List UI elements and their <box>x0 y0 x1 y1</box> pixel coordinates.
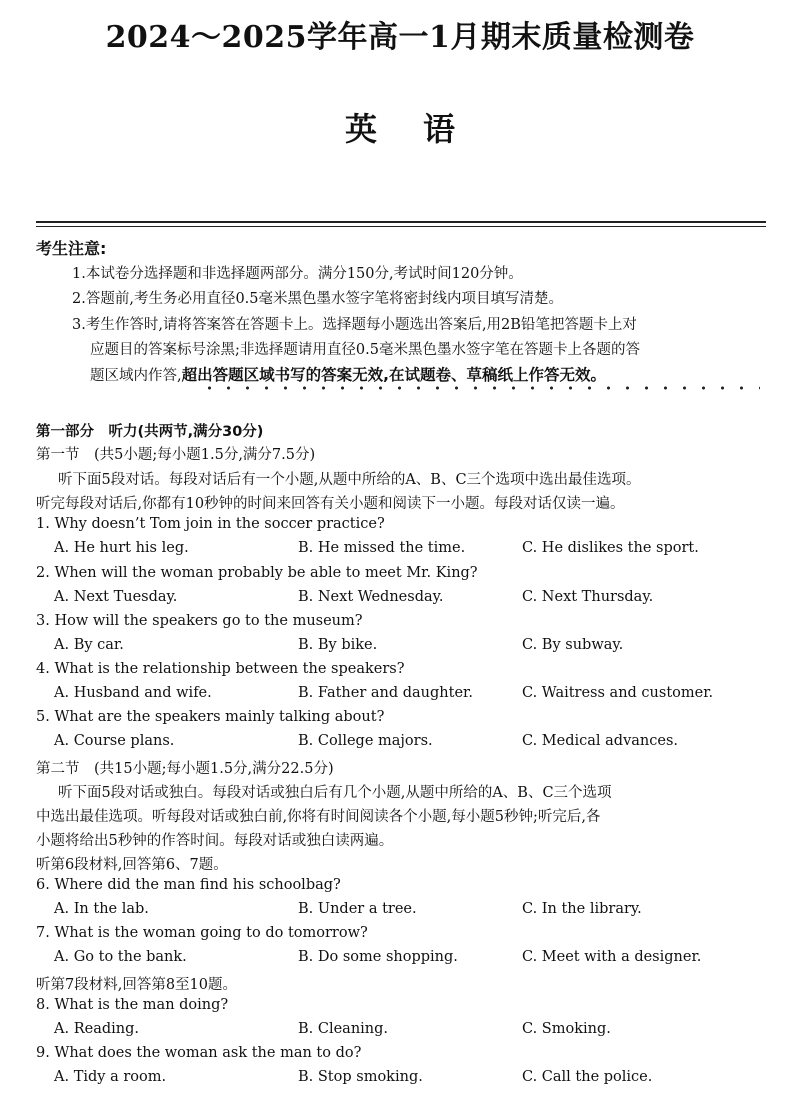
question-5-option-b: B. College majors. <box>298 733 433 749</box>
notice-item-2: 2.答题前,考生务必用直径0.5毫米黑色墨水签字笔将密封线内项目填写清楚。 <box>72 291 564 307</box>
material-6-instruction: 听第6段材料,回答第6、7题。 <box>36 857 228 873</box>
question-9-option-c: C. Call the police. <box>522 1069 653 1085</box>
question-7-option-c: C. Meet with a designer. <box>522 949 702 965</box>
section1-heading: 第一节 (共5小题;每小题1.5分,满分7.5分) <box>36 447 316 463</box>
question-1-option-a: A. He hurt his leg. <box>54 540 189 556</box>
question-3-option-b: B. By bike. <box>298 637 378 653</box>
question-7-stem: 7. What is the woman going to do tomorrow? <box>36 925 368 941</box>
divider-thick <box>36 221 766 223</box>
section2-instruction-line-1: 听下面5段对话或独白。每段对话或独白后有几个小题,从题中所给的A、B、C三个选项 <box>58 785 612 801</box>
question-5-stem: 5. What are the speakers mainly talking about? <box>36 709 385 725</box>
exam-title: 2024～2025学年高一1月期末质量检测卷 <box>105 20 695 55</box>
notice-item-3-line-1: 3.考生作答时,请将答案答在答题卡上。选择题每小题选出答案后,用2B铅笔把答题卡上对 <box>72 317 637 333</box>
question-9-stem: 9. What does the woman ask the man to do? <box>36 1045 362 1061</box>
part1-heading: 第一部分 听力(共两节,满分30分) <box>36 424 264 440</box>
notice-heading: 考生注意: <box>36 239 107 258</box>
question-7-option-a: A. Go to the bank. <box>54 949 187 965</box>
question-5-option-a: A. Course plans. <box>54 733 175 749</box>
question-2-option-a: A. Next Tuesday. <box>54 589 178 605</box>
question-1-option-b: B. He missed the time. <box>298 540 466 556</box>
question-2-stem: 2. When will the woman probably be able to meet Mr. King? <box>36 565 478 581</box>
section1-instruction-line-2: 听完每段对话后,你都有10秒钟的时间来回答有关小题和阅读下一小题。每段对话仅读一遍。 <box>36 496 625 512</box>
question-2-option-c: C. Next Thursday. <box>522 589 654 605</box>
notice-item-3-plain: 题区域内作答, <box>90 368 182 384</box>
question-9-option-b: B. Stop smoking. <box>298 1069 423 1085</box>
question-1-option-c: C. He dislikes the sport. <box>522 540 699 556</box>
question-4-option-a: A. Husband and wife. <box>54 685 212 701</box>
section1-instruction-line-1: 听下面5段对话。每段对话后有一个小题,从题中所给的A、B、C三个选项中选出最佳选项。 <box>58 472 641 488</box>
notice-item-3-line-3 <box>90 363 606 385</box>
subject-title: 英语 <box>344 110 501 148</box>
notice-item-1: 1.本试卷分选择题和非选择题两部分。满分150分,考试时间120分钟。 <box>72 266 523 282</box>
question-8-option-a: A. Reading. <box>54 1021 139 1037</box>
question-4-option-c: C. Waitress and customer. <box>522 685 714 701</box>
notice-item-3-emphasis: 超出答题区域书写的答案无效,在试题卷、草稿纸上作答无效。 <box>181 366 606 384</box>
section2-instruction-line-3: 小题将给出5秒钟的作答时间。每段对话或独白读两遍。 <box>36 833 394 849</box>
question-4-stem: 4. What is the relationship between the speakers? <box>36 661 405 677</box>
question-5-option-c: C. Medical advances. <box>522 733 679 749</box>
question-6-option-b: B. Under a tree. <box>298 901 417 917</box>
question-6-option-c: C. In the library. <box>522 901 642 917</box>
question-8-option-b: B. Cleaning. <box>298 1021 389 1037</box>
divider-thin <box>36 226 766 227</box>
section2-heading: 第二节 (共15小题;每小题1.5分,满分22.5分) <box>36 761 334 777</box>
question-8-option-c: C. Smoking. <box>522 1021 611 1037</box>
emphasis-dots <box>200 385 760 391</box>
question-6-option-a: A. In the lab. <box>54 901 149 917</box>
question-3-option-c: C. By subway. <box>522 637 624 653</box>
section2-instruction-line-2: 中选出最佳选项。听每段对话或独白前,你将有时间阅读各个小题,每小题5秒钟;听完后,各 <box>36 809 601 825</box>
question-2-option-b: B. Next Wednesday. <box>298 589 444 605</box>
question-9-option-a: A. Tidy a room. <box>54 1069 167 1085</box>
question-7-option-b: B. Do some shopping. <box>298 949 458 965</box>
question-1-stem: 1. Why doesn’t Tom join in the soccer practice? <box>36 516 385 532</box>
question-4-option-b: B. Father and daughter. <box>298 685 473 701</box>
question-8-stem: 8. What is the man doing? <box>36 997 229 1013</box>
question-3-stem: 3. How will the speakers go to the museum? <box>36 613 363 629</box>
question-6-stem: 6. Where did the man find his schoolbag? <box>36 877 341 893</box>
material-7-instruction: 听第7段材料,回答第8至10题。 <box>36 977 238 993</box>
question-3-option-a: A. By car. <box>54 637 124 653</box>
notice-item-3-line-2: 应题目的答案标号涂黑;非选择题请用直径0.5毫米黑色墨水签字笔在答题卡上各题的答 <box>90 342 640 358</box>
